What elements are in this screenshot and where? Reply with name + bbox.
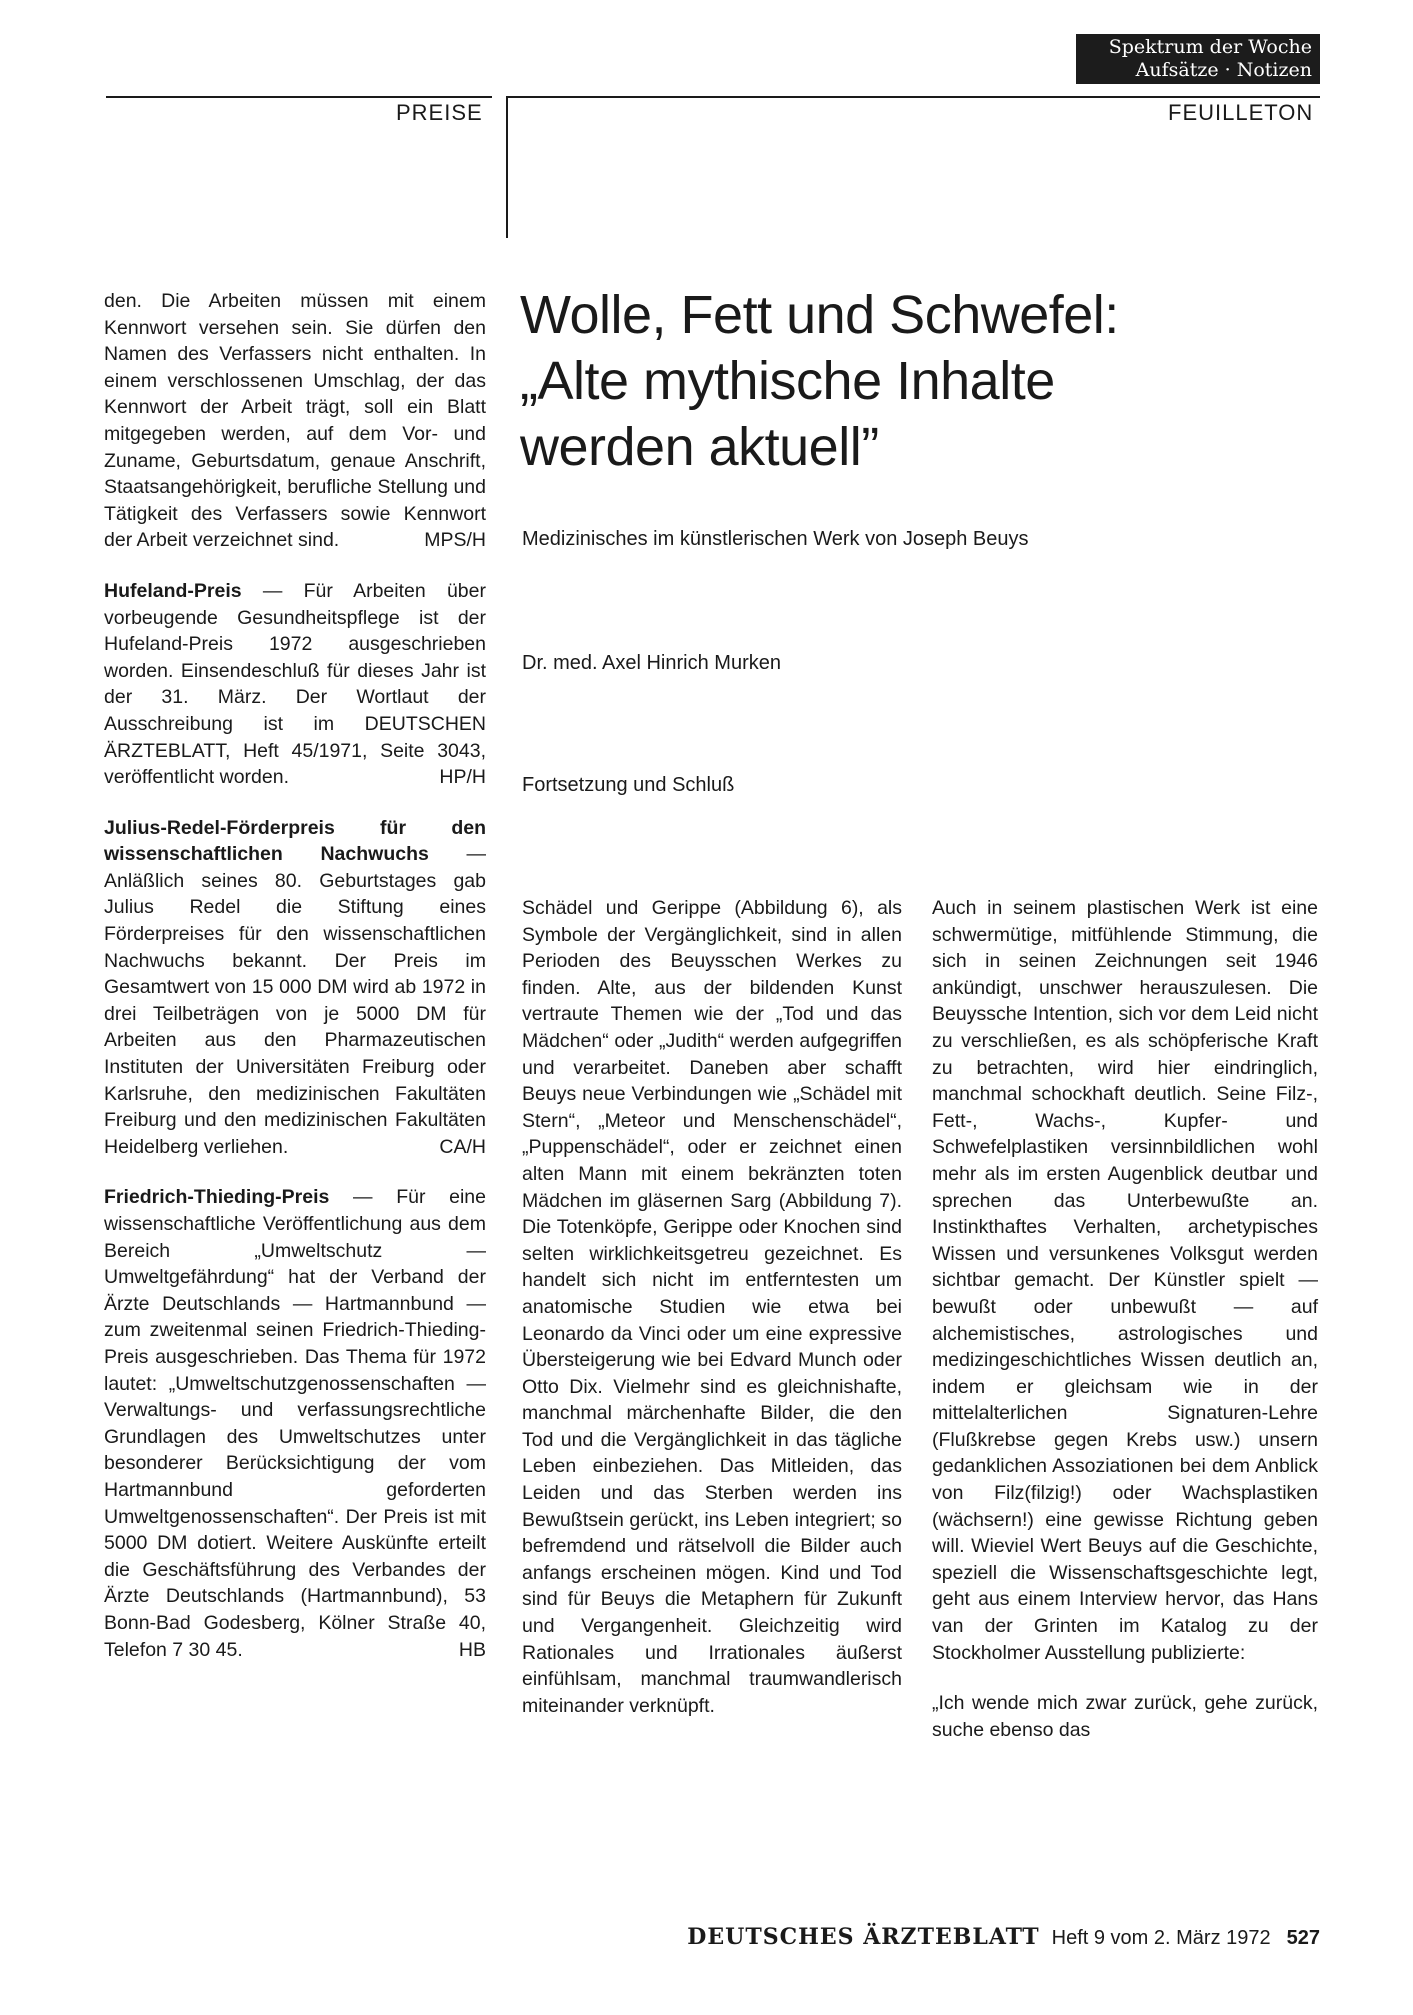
top-rule-left: [106, 96, 492, 98]
footer-journal-name: DEUTSCHES ÄRZTEBLATT: [687, 1924, 1040, 1950]
column-divider: [506, 96, 508, 238]
headline-line-2: „Alte mythische Inhalte: [520, 351, 1055, 411]
thieding-heading: Friedrich-Thieding-Preis: [104, 1186, 330, 1209]
article-subtitle: Medizinisches im künstlerischen Werk von Joseph Beuys: [522, 528, 1029, 550]
hufeland-heading: Hufeland-Preis: [104, 579, 242, 602]
prize-intro-signature: MPS/H: [424, 529, 486, 552]
headline-line-1: Wolle, Fett und Schwefel:: [520, 285, 1119, 345]
footer-page-number: 527: [1286, 1927, 1320, 1949]
article-author: Dr. med. Axel Hinrich Murken: [522, 652, 781, 674]
section-label-preise: PREISE: [396, 100, 483, 125]
section-label-feuilleton: FEUILLETON: [1168, 100, 1314, 125]
top-rule-right: [508, 96, 1320, 98]
headline-line-3: werden aktuell”: [520, 417, 879, 477]
hufeland-text: — Für Arbeiten über vorbeugende Gesundheitspflege ist der Hufeland-Preis 1972 ausgeschrieben worden. Einsendeschluß für dieses Jahr ist der 31. März. Der Wortlaut der Ausschreibung ist im DEUTSCHEN ÄRZTEBLATT, Heft 45/1971, Seite 3043, veröffentlicht worden.: [104, 579, 486, 789]
thieding-signature: HB: [458, 1638, 486, 1661]
thieding-text: — Für eine wissenschaftliche Veröffentlichung aus dem Bereich „Umweltschutz — Umweltgefährdung“ hat der Verband der Ärzte Deutschlands — Hartmannbund — zum zweitenmal seinen Friedrich-Thieding-Preis ausgeschrieben. Das Thema für 1972 lautet: „Umweltschutzgenossenschaften — Verwaltungs- und verfassungsrechtliche Grundlagen des Umweltschutzes unter besonderer Berücksichtigung der vom Hartmannbund geforderten Umweltgenossenschaften“. Der Preis ist mit 5000 DM dotiert. Weitere Auskünfte erteilt die Geschäftsführung des Verbandes der Ärzte Deutschlands (Hartmannbund), 53 Bonn-Bad Godesberg, Kölner Straße 40, Telefon 7 30 45.: [104, 1186, 486, 1661]
badge-line-2: Aufsätze · Notizen: [1135, 59, 1312, 81]
hufeland-signature: HP/H: [439, 766, 486, 789]
article-column-1: [522, 895, 902, 1743]
article-column-2: [932, 895, 1318, 1767]
article-col2-quote: „Ich wende mich zwar zurück, gehe zurück, suche ebenso das: [932, 1692, 1318, 1741]
page-footer: [600, 1924, 1320, 1950]
prize-intro-paragraph: [104, 288, 486, 554]
section-badge: [1076, 34, 1320, 84]
article-col1-paragraph: Schädel und Gerippe (Abbildung 6), als Symbole der Vergänglichkeit, sind in allen Perioden des Beuysschen Werkes zu finden. Alte, aus der bildenden Kunst vertraute Themen wie der „Tod und das Mädchen“ oder „Judith“ werden aufgegriffen und verarbeitet. Daneben aber schafft Beuys neue Verbindungen wie „Schädel mit Stern“, „Meteor und Menschenschädel“, „Puppenschädel“, oder er zeichnet einen alten Mann mit einem bekränzten toten Mädchen im gläsernen Sarg (Abbildung 7). Die Totenköpfe, Gerippe oder Knochen sind selten wirklichkeitsgetreu gezeichnet. Es handelt sich nicht im entferntesten um anatomische Studien wie etwa bei Leonardo da Vinci oder um eine expressive Übersteigerung wie bei Edvard Munch oder Otto Dix. Vielmehr sind es gleichnishafte, manchmal märchenhafte Bilder, die den Tod und die Vergänglichkeit in das tägliche Leben einbeziehen. Das Mitleiden, das Leiden und das Sterben werden ins Bewußtsein gerückt, ins Leben integriert; so befremdend und rätselvoll die Bilder auch anfangs erscheinen mögen. Kind und Tod sind für Beuys die Metaphern für Zukunft und Vergangenheit. Gleichzeitig wird Rationales und Irrationales äußerst einfühlsam, manchmal traumwandlerisch miteinander verknüpft.: [522, 897, 902, 1717]
prize-intro-text: den. Die Arbeiten müssen mit einem Kennwort versehen sein. Sie dürfen den Namen des Verfassers nicht enthalten. In einem verschlossenen Umschlag, der das Kennwort der Arbeit trägt, soll ein Blatt mitgegeben werden, auf dem Vor- und Zuname, Geburtsdatum, genaue Anschrift, Staatsangehörigkeit, berufliche Stellung und Tätigkeit des Verfassers sowie Kennwort der Arbeit verzeichnet sind.: [104, 290, 486, 552]
footer-issue: Heft 9 vom 2. März 1972: [1051, 1927, 1271, 1949]
redel-heading: Julius-Redel-Förderpreis für den wissenschaftlichen Nachwuchs: [104, 816, 486, 866]
redel-signature: CA/H: [439, 1135, 486, 1158]
article-col2-paragraph: Auch in seinem plastischen Werk ist eine schwermütige, mitfühlende Stimmung, die sich in seinen Zeichnungen seit 1946 ankündigt, unschwer herauszulesen. Die Beuyssche Intention, sich vor dem Leid nicht zu verschließen, es als schöpferische Kraft zu betrachten, wird hier eindringlich, manchmal schockhaft deutlich. Seine Filz-, Fett-, Wachs-, Kupfer- und Schwefelplastiken versinnbildlichen wohl mehr als im ersten Augenblick deutbar und sprechen das Unterbewußte an. Instinkthaftes Verhalten, archetypisches Wissen und versunkenes Volksgut werden sichtbar gemacht. Der Künstler spielt — bewußt oder unbewußt — auf alchemistisches, astrologisches und medizingeschichtliches Wissen deutlich an, indem er gleichsam wie in der mittelalterlichen Signaturen-Lehre (Flußkrebse gegen Krebs usw.) unsern gedanklichen Assoziationen bei dem Anblick von Filz(filzig!) oder Wachsplastiken (wächsern!) eine gewisse Richtung geben will. Wieviel Wert Beuys auf die Geschichte, speziell die Wissenschaftsgeschichte legt, geht aus einem Interview hervor, das Hans van der Grinten im Katalog zu der Stockholmer Ausstellung publizierte:: [932, 897, 1318, 1664]
redel-text: — Anläßlich seines 80. Geburtstages gab Julius Redel die Stiftung eines Förderpreises für den wissenschaftlichen Nachwuchs bekannt. Der Preis im Gesamtwert von 15 000 DM wird ab 1972 in drei Teilbeträgen von je 5000 DM für Arbeiten aus den Pharmazeutischen Instituten der Universitäten Freiburg oder Karlsruhe, den medizinischen Fakultäten Freiburg und den medizinischen Fakultäten Heidelberg verliehen.: [104, 843, 486, 1158]
badge-line-1: Spektrum der Woche: [1108, 36, 1312, 58]
prizes-column: [104, 288, 486, 1687]
article-continuation-note: Fortsetzung und Schluß: [522, 774, 735, 796]
thieding-paragraph: [104, 1184, 486, 1663]
article-headline: [520, 282, 1320, 480]
hufeland-paragraph: [104, 578, 486, 791]
redel-paragraph: [104, 815, 486, 1161]
